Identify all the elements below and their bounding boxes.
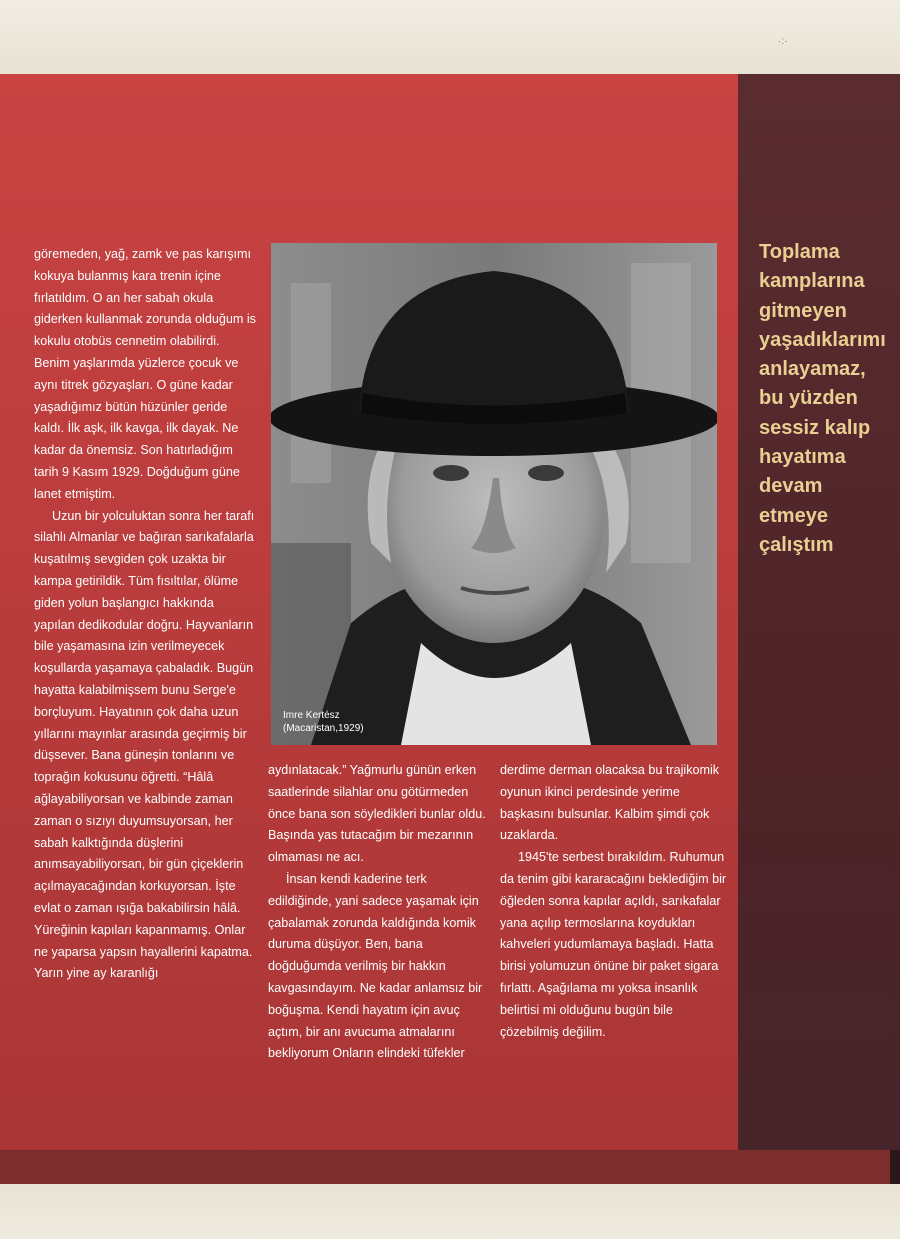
photo-caption [283, 709, 364, 735]
pull-quote-line: bu yüzden [759, 387, 858, 410]
pull-quote-line: çalıştım [759, 533, 834, 556]
paper-top-margin [0, 0, 900, 74]
article-column-1 [34, 244, 256, 985]
pull-quote-line: hayatıma [759, 446, 846, 469]
portrait-illustration [271, 243, 717, 745]
pull-quote [759, 238, 900, 560]
pull-quote-line: etmeye [759, 504, 828, 527]
pull-quote-line: devam [759, 475, 823, 498]
pull-quote-line: anlayamaz, [759, 358, 866, 381]
article-column-3 [500, 760, 728, 1043]
pull-quote-line: Toplama [759, 241, 840, 263]
bottom-band [0, 1150, 890, 1184]
pull-quote-line: gitmeyen [759, 299, 847, 322]
caption-origin: (Macaristan,1929) [283, 723, 364, 734]
article-column-2 [268, 760, 486, 1065]
paragraph: 1945'te serbest bırakıldım. Ruhumun da tenim gibi kararacağını beklediğim bir öğleden sonra kapılar açıldı, sarıkafalar yana açılıp termoslarına koydukları kahveleri yudumlamaya başladı. Hatta birisi yolumuzun önüne bir paket sigara fırlattı. Aşağılama mı yoksa insanlık belirtisi mi olduğunu bugün bile çözebilmiş değilim. [500, 850, 727, 1039]
scan-speck: ·:· [778, 36, 788, 47]
paragraph: İnsan kendi kaderine terk edildiğinde, yani sadece yaşamak için çabalamak zorunda kaldığında komik duruma düşüyor. Ben, bana doğduğumda verilmiş bir hakkın kavgasındayım. Ne kadar anlamsız bir boğuşma. Kendi hayatım için avuç açtım, bir anı avucuma atmalarını bekliyorum Onların elindeki tüfekler [268, 871, 483, 1061]
pull-quote-line: sessiz kalıp [759, 416, 871, 439]
pull-quote-line: yaşadıklarımı [759, 328, 886, 351]
paragraph: Uzun bir yolculuktan sonra her tarafı silahlı Almanlar ve bağıran sarıkafalarla kuşatılmış sevgiden çok uzakta bir kampa getirildik. Tüm fısıltılar, ölüme giden yolun başlangıcı hakkında yapılan dedikodular doğru. Hayvanların bile yaşamasına izin verilmeyecek koşullarda yaşamaya çabaladık. Bugün hayatta kalabilmişsem bunu Serge'e borçluyum. Hayatının çok daha uzun yıllarını mayınlar arasında geçirmiş bir düşsever. Bana güneşin tonlarını ve toprağın kokusunu öğretti. “Hâlâ ağlayabiliyorsan ve kalbinde zaman zaman o sızıyı duyumsuyorsan, her sabah kalktığında düşlerini anımsayabiliyorsan, bir gün çiçeklerin açılmayacağından korkuyorsan. İşte evlat o zaman ışığa bakabilirsin hâlâ. Yüreğinin kapıları kapanmamış. Onlar ne yaparsa yapsın hayallerini kapatma. Yarın yine ay karanlığı [34, 508, 255, 981]
pull-quote-line: kamplarına [759, 270, 865, 293]
portrait-photo [271, 243, 717, 745]
paragraph: derdime derman olacaksa bu trajikomik oyunun ikinci perdesinde yerime başkasını bulsunlar. Kalbim şimdi çok uzaklarda. [500, 763, 720, 843]
paragraph: göremeden, yağ, zamk ve pas karışımı kokuya bulanmış kara trenin içine fırlatıldım. O an her sabah okula giderken kullanmak zorunda olduğum is kokulu otobüs cennetim olabilirdi. Benim yaşlarımda yüzlerce çocuk ve aynı titrek gözyaşları. O güne kadar yaşadığımız bütün hüzünler geride kaldı. İlk aşk, ilk kavga, ilk dayak. Ne kadar da önemsiz. Son hatırladığım tarih 9 Kasım 1929. Doğduğum güne lanet etmiştim. [34, 247, 256, 501]
paper-bottom-margin [0, 1184, 900, 1239]
paragraph: aydınlatacak.” Yağmurlu günün erken saatlerinde silahlar onu götürmeden önce bana son söyledikleri bunlar oldu. Başında yas tutacağım bir mezarının olmaması ne acı. [268, 763, 486, 865]
bottom-tab [890, 1150, 900, 1184]
caption-name: Imre Kertész [283, 710, 340, 721]
